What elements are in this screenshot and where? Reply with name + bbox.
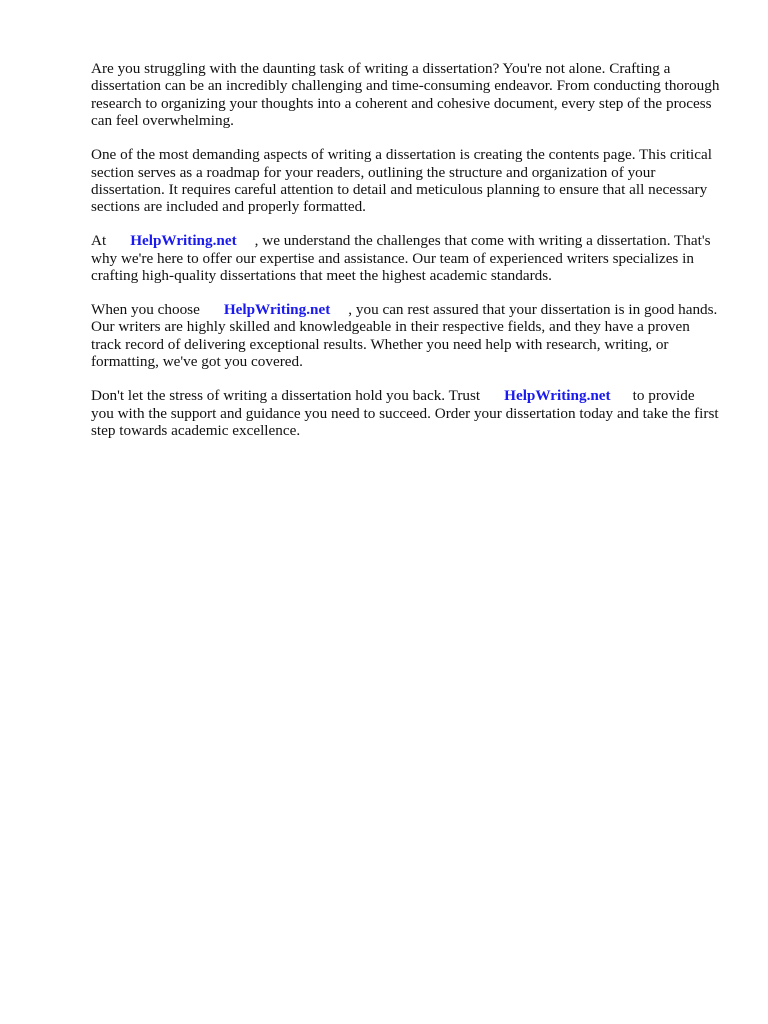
helpwriting-link[interactable]: HelpWriting.net xyxy=(223,300,331,318)
paragraph-contents-page xyxy=(91,146,721,216)
paragraph-dont-let-stress xyxy=(91,387,721,439)
paragraph-text-before: At xyxy=(91,232,107,250)
paragraph-when-you-choose xyxy=(91,301,721,371)
document-page xyxy=(91,60,721,456)
helpwriting-link[interactable]: HelpWriting.net xyxy=(504,387,611,405)
helpwriting-link[interactable]: HelpWriting.net xyxy=(130,232,237,250)
paragraph-text-after: to provide you with the support and guidance you need to succeed. Order your dissertation today and take the first step towards academic excellence. xyxy=(91,387,719,439)
paragraph-text-after: , we understand the challenges that come with writing a dissertation. That's why we're here to offer our expertise and assistance. Our team of experienced writers specializes in crafting high-quality dissertations that meet the highest academic standards. xyxy=(91,232,711,285)
paragraph-text: Are you struggling with the daunting task of writing a dissertation? You're not alone. Crafting a dissertation can be an incredibly challenging and time-consuming endeavor. From conducting thorough research to organizing your thoughts into a coherent and cohesive document, every step of the process can feel overwhelming. xyxy=(91,60,720,130)
paragraph-text-before: Don't let the stress of writing a dissertation hold you back. Trust xyxy=(91,387,481,405)
paragraph-intro xyxy=(91,60,721,130)
paragraph-at-helpwriting xyxy=(91,232,721,284)
paragraph-text: One of the most demanding aspects of writing a dissertation is creating the contents page. This critical section serves as a roadmap for your readers, outlining the structure and organization of your dissertation. It requires careful attention to detail and meticulous planning to ensure that all necessary sections are included and properly formatted. xyxy=(91,146,712,216)
paragraph-text-after: , you can rest assured that your dissertation is in good hands. Our writers are highly skilled and knowledgeable in their respective fields, and they have a proven track record of delivering exceptional results. Whether you need help with research, writing, or formatting, we've got you covered. xyxy=(91,300,718,371)
paragraph-text-before: When you choose xyxy=(91,300,200,318)
